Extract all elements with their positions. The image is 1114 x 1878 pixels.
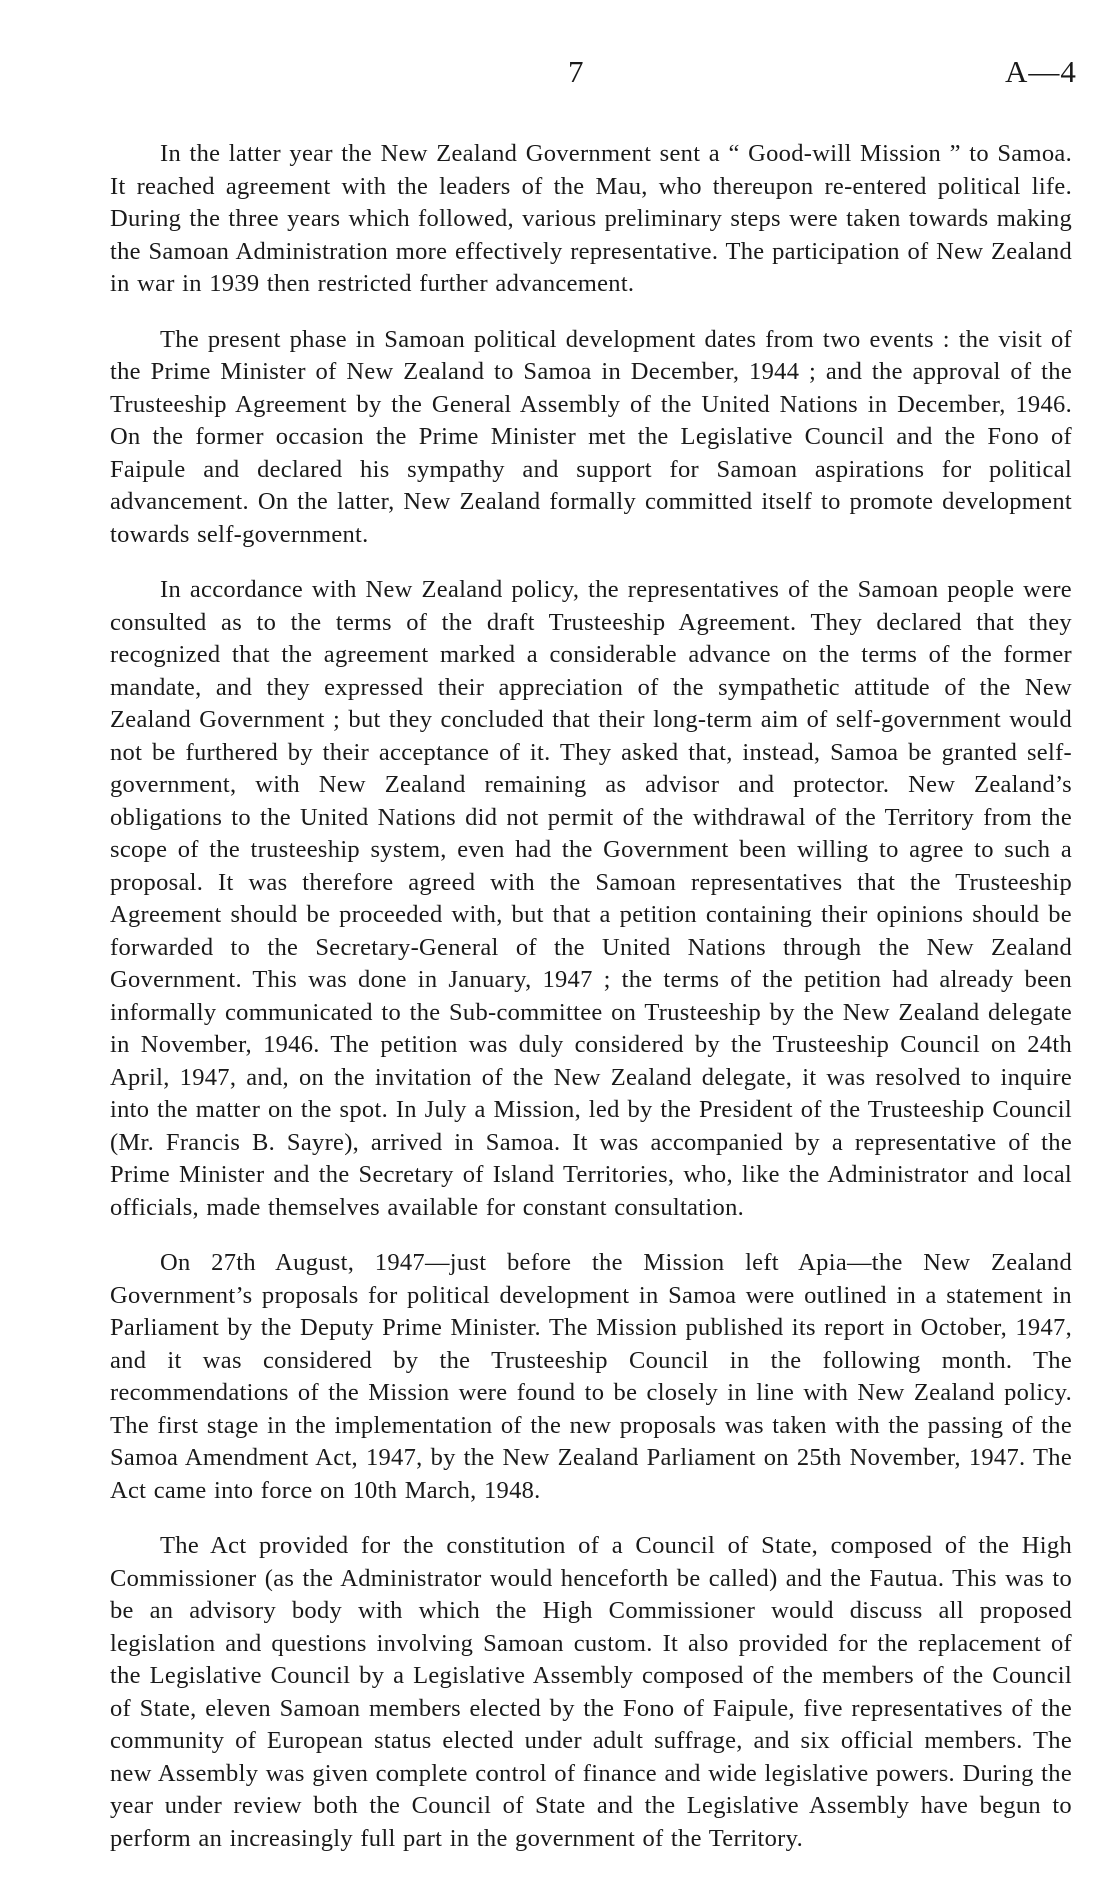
page-header	[0, 54, 1114, 104]
paragraph-present-phase: The present phase in Samoan political development dates from two events : the visit of the Prime Minister of New Zealand to Samoa in December, 1944 ; and the approval of the Trusteeship Agreement by the General Assembly of the United Nations in December, 1946. On the former occasion the Prime Minister met the Legislative Council and the Fono of Faipule and declared his sympathy and support for Samoan aspirations for political advancement. On the latter, New Zealand formally committed itself to promote development towards self-government.	[110, 325, 1072, 548]
paragraph-trusteeship-petition: In accordance with New Zealand policy, the representatives of the Samoan people were consulted as to the terms of the draft Trusteeship Agreement. They declared that they recognized that the agreement marked a considerable advance on the terms of the former mandate, and they expressed their appreciation of the sympathetic attitude of the New Zealand Government ; but they concluded that their long-term aim of self-government would not be furthered by their acceptance of it. They asked that, instead, Samoa be granted self-government, with New Zealand remaining as advisor and protector. New Zealand’s obligations to the United Nations did not permit of the withdrawal of the Territory from the scope of the trusteeship system, even had the Government been willing to agree to such a proposal. It was therefore agreed with the Samoan representatives that the Trusteeship Agreement should be proceeded with, but that a petition containing their opinions should be forwarded to the Secretary-General of the United Nations through the New Zealand Government. This was done in January, 1947 ; the terms of the petition had already been informally communicated to the Sub-committee on Trusteeship by the New Zealand delegate in November, 1946. The petition was duly considered by the Trusteeship Council on 24th April, 1947, and, on the invitation of the New Zealand delegate, it was resolved to inquire into the matter on the spot. In July a Mission, led by the President of the Trusteeship Council (Mr. Francis B. Sayre), arrived in Samoa. It was accompanied by a representative of the Prime Minister and the Secretary of Island Territories, who, like the Administrator and local officials, made themselves available for constant consultation.	[110, 576, 1072, 1221]
paragraph-good-will-mission: In the latter year the New Zealand Government sent a “ Good-will Mission ” to Samoa. It reached agreement with the leaders of the Mau, who thereupon re-entered political life. During the three years which followed, various preliminary steps were taken towards making the Samoan Administration more effectively representative. The participation of New Zealand in war in 1939 then restricted further advancement.	[110, 140, 1072, 297]
page-number: 7	[568, 54, 585, 89]
paragraph-council-of-state: The Act provided for the constitution of a Council of State, composed of the High Commissioner (as the Administrator would henceforth be called) and the Fautua. This was to be an advisory body with which the High Commissioner would discuss all proposed legislation and questions involving Samoan custom. It also provided for the replacement of the Legislative Council by a Legislative Assembly composed of the members of the Council of State, eleven Samoan members elected by the Fono of Faipule, five representatives of the community of European status elected under adult suffrage, and six official members. The new Assembly was given complete control of finance and wide legislative powers. During the year under review both the Council of State and the Legislative Assembly have begun to perform an increasingly full part in the government of the Territory.	[110, 1532, 1072, 1852]
paragraph-samoa-amendment-act: On 27th August, 1947—just before the Mission left Apia—the New Zealand Government’s proposals for political development in Samoa were outlined in a statement in Parliament by the Deputy Prime Minister. The Mission published its report in October, 1947, and it was considered by the Trusteeship Council in the following month. The recommendations of the Mission were found to be closely in line with New Zealand policy. The first stage in the implementation of the new proposals was taken with the passing of the Samoa Amendment Act, 1947, by the New Zealand Parliament on 25th November, 1947. The Act came into force on 10th March, 1948.	[110, 1249, 1072, 1504]
body-text	[110, 138, 1072, 1878]
document-reference: A—4	[1005, 54, 1077, 89]
